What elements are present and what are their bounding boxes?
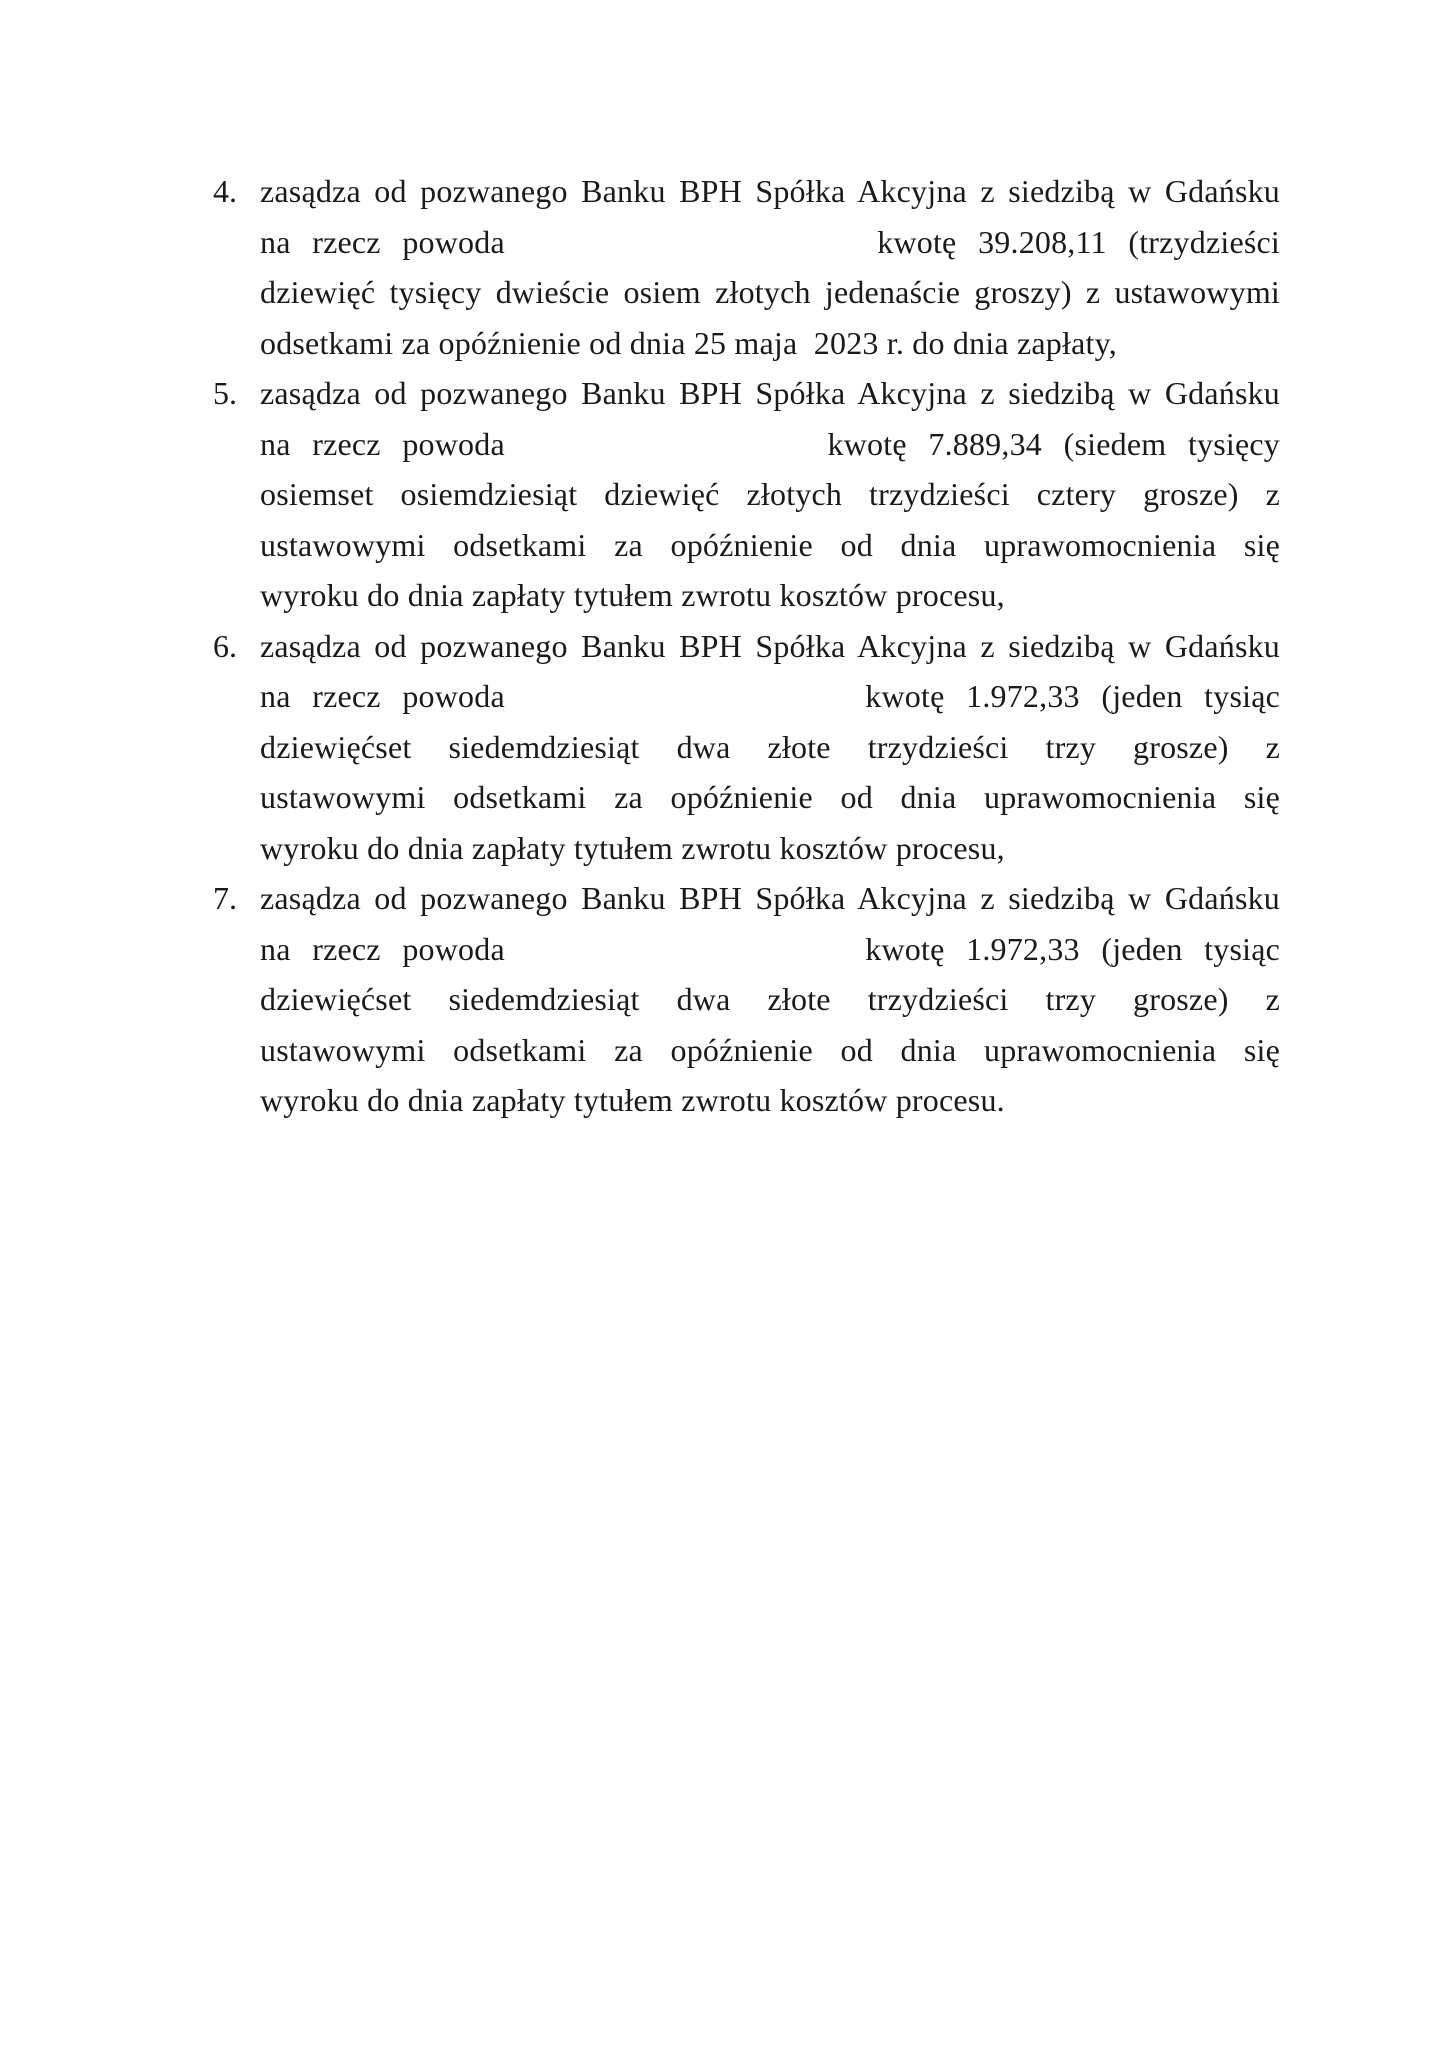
judgment-line: odsetkami za opóźnienie od dnia 25 maja 2023 r. do dnia zapłaty,: [260, 324, 1117, 361]
judgment-line: osiemset osiemdziesiąt dziewięć złotych trzydzieści cztery grosze) z: [260, 476, 1280, 512]
judgment-line: zasądza od pozwanego Banku BPH Spółka Akcyjna z siedzibą w Gdańsku: [260, 880, 1280, 916]
item-number-5: 5.: [213, 375, 237, 411]
judgment-point-5: [213, 368, 1280, 621]
redaction-gap: [505, 419, 828, 470]
judgment-line: ustawowymi odsetkami za opóźnienie od dnia uprawomocnienia się: [260, 526, 1280, 563]
judgment-operative-part: [213, 166, 1280, 1126]
redaction-gap: [505, 217, 877, 268]
text-segment-right: kwotę 1.972,33 (jeden tysiąc: [865, 678, 1280, 714]
judgment-line: wyroku do dnia zapłaty tytułem zwrotu kosztów procesu,: [260, 577, 1005, 613]
item-4-lines: [260, 166, 1280, 368]
judgment-line: dziewięć tysięcy dwieście osiem złotych jedenaście groszy) z ustawowymi: [260, 274, 1280, 310]
text-segment-left: na rzecz powoda: [260, 678, 505, 714]
judgment-line-with-redaction-gap: [260, 217, 1280, 268]
judgment-line: dziewięćset siedemdziesiąt dwa złote trzydzieści trzy grosze) z: [260, 981, 1280, 1017]
text-segment-left: na rzecz powoda: [260, 425, 505, 462]
judgment-line: wyroku do dnia zapłaty tytułem zwrotu kosztów procesu,: [260, 829, 1005, 866]
text-segment-right: kwotę 1.972,33 (jeden tysiąc: [865, 930, 1280, 967]
judgment-line-with-redaction-gap: [260, 419, 1280, 470]
judgment-line: wyroku do dnia zapłaty tytułem zwrotu kosztów procesu.: [260, 1082, 1005, 1118]
redaction-gap: [505, 671, 865, 722]
judgment-line: dziewięćset siedemdziesiąt dwa złote trzydzieści trzy grosze) z: [260, 728, 1280, 765]
item-number-4: 4.: [213, 173, 237, 209]
judgment-line: zasądza od pozwanego Banku BPH Spółka Akcyjna z siedzibą w Gdańsku: [260, 173, 1280, 209]
item-number-6: 6.: [213, 627, 237, 664]
judgment-point-7: [213, 873, 1280, 1126]
judgment-line-with-redaction-gap: [260, 671, 1280, 722]
redaction-gap: [505, 924, 865, 975]
item-5-lines: [260, 368, 1280, 621]
item-7-lines: [260, 873, 1280, 1126]
judgment-line: zasądza od pozwanego Banku BPH Spółka Akcyjna z siedzibą w Gdańsku: [260, 627, 1280, 664]
item-number-7: 7.: [213, 880, 237, 916]
judgment-line-with-redaction-gap: [260, 924, 1280, 975]
judgment-line: zasądza od pozwanego Banku BPH Spółka Akcyjna z siedzibą w Gdańsku: [260, 375, 1280, 411]
judgment-point-4: [213, 166, 1280, 368]
text-segment-left: na rzecz powoda: [260, 223, 505, 260]
judgment-line: ustawowymi odsetkami za opóźnienie od dnia uprawomocnienia się: [260, 1031, 1280, 1068]
item-6-lines: [260, 621, 1280, 874]
text-segment-left: na rzecz powoda: [260, 930, 505, 967]
judgment-line: ustawowymi odsetkami za opóźnienie od dnia uprawomocnienia się: [260, 779, 1280, 815]
text-segment-right: kwotę 7.889,34 (siedem tysięcy: [827, 425, 1280, 462]
judgment-point-6: [213, 621, 1280, 874]
text-segment-right: kwotę 39.208,11 (trzydzieści: [877, 223, 1280, 260]
